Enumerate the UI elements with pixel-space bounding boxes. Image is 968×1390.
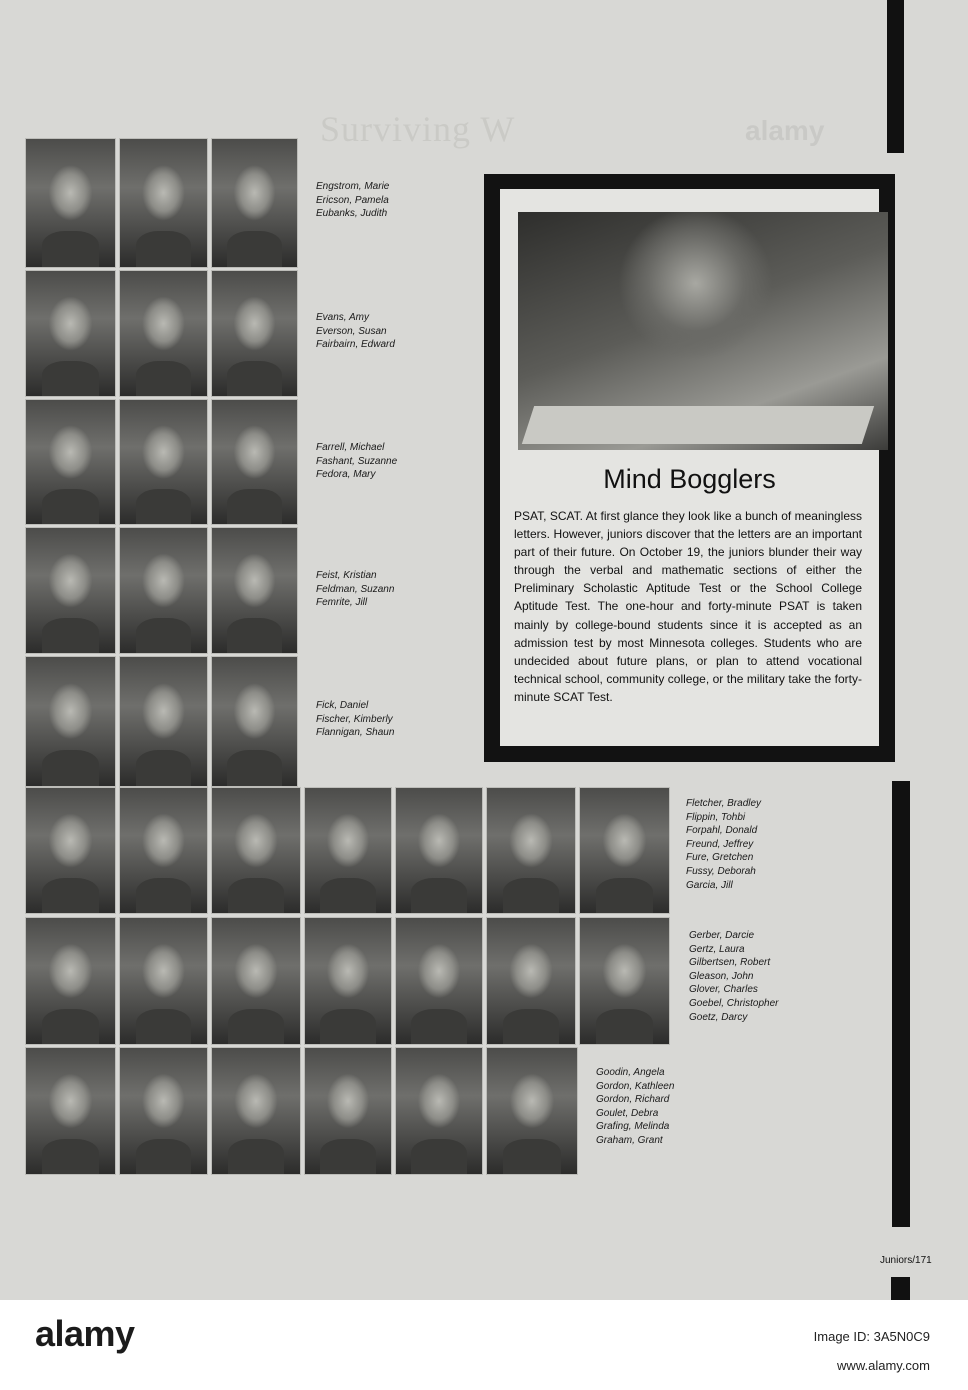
portrait xyxy=(119,656,208,787)
paper-sheets xyxy=(522,406,874,444)
portrait xyxy=(25,527,116,654)
student-name: Femrite, Jill xyxy=(316,597,368,609)
student-name: Gerber, Darcie xyxy=(689,930,755,941)
student-name: Fletcher, Bradley xyxy=(686,798,762,809)
name-list xyxy=(316,699,394,740)
student-name: Goetz, Darcy xyxy=(689,1011,748,1023)
student-name: Fussy, Deborah xyxy=(686,865,756,877)
student-name: Flannigan, Shaun xyxy=(316,727,395,739)
student-name: Feist, Kristian xyxy=(316,570,377,581)
portrait xyxy=(211,527,298,654)
feature-title: Mind Bogglers xyxy=(603,464,776,494)
portrait xyxy=(119,138,208,268)
portrait xyxy=(486,1047,578,1175)
student-name: Fedora, Mary xyxy=(316,469,376,481)
portrait xyxy=(119,787,208,914)
page-folio: Juniors/171 xyxy=(880,1255,932,1266)
student-name: Gordon, Richard xyxy=(596,1094,670,1106)
student-name: Gertz, Laura xyxy=(689,943,745,955)
watermark: alamy xyxy=(745,115,825,146)
student-name: Garcia, Jill xyxy=(686,879,733,891)
portrait xyxy=(25,787,116,914)
stock-footer xyxy=(0,1300,968,1390)
ghost-heading: Surviving W xyxy=(320,109,516,149)
name-list xyxy=(316,180,389,221)
portrait xyxy=(25,656,116,787)
portrait xyxy=(304,1047,392,1175)
alamy-logo: alamy xyxy=(35,1313,135,1354)
portrait xyxy=(211,270,298,397)
portrait xyxy=(25,138,116,268)
site-url: www.alamy.com xyxy=(837,1358,930,1373)
name-list xyxy=(686,797,761,892)
student-name: Forpahl, Donald xyxy=(686,825,758,837)
student-name: Everson, Susan xyxy=(316,325,387,337)
feature-body: PSAT, SCAT. At first glance they look like a bunch of meaningless letters. However, juniors discover that the letters are an important part of their future. On October 19, the juniors blunder their way through the verbal and mathematic sections of either the Preliminary Scholastic Aptitude Test or the School College Aptitude Test. The one-hour and forty-minute PSAT is taken mainly by college-bound students since it is accepted as an admission test by most Minnesota colleges. Students who are undecided about future plans, or plan to attend vocational technical school, community college, or the military take the forty-minute SCAT Test. xyxy=(514,509,862,704)
portrait xyxy=(211,656,298,787)
student-name: Goodin, Angela xyxy=(596,1067,665,1078)
name-list xyxy=(316,311,395,352)
student-name: Engstrom, Marie xyxy=(316,181,390,192)
portrait xyxy=(211,1047,301,1175)
student-name: Eubanks, Judith xyxy=(316,208,388,220)
name-list xyxy=(316,441,397,482)
student-name: Fairbairn, Edward xyxy=(316,339,395,351)
student-name: Fick, Daniel xyxy=(316,700,369,711)
portrait xyxy=(304,787,392,914)
student-name: Graham, Grant xyxy=(596,1134,663,1146)
decorative-bar-right xyxy=(892,781,910,1227)
portrait xyxy=(486,917,576,1045)
student-name: Gleason, John xyxy=(689,970,754,982)
portrait xyxy=(395,787,483,914)
student-name: Glover, Charles xyxy=(689,984,758,996)
student-name: Feldman, Suzann xyxy=(316,583,395,595)
portrait xyxy=(119,270,208,397)
student-name: Ericson, Pamela xyxy=(316,194,389,206)
portrait xyxy=(211,787,301,914)
student-name: Fashant, Suzanne xyxy=(316,455,398,467)
portrait xyxy=(119,527,208,654)
portrait xyxy=(211,138,298,268)
portrait xyxy=(486,787,576,914)
image-id: Image ID: 3A5N0C9 xyxy=(813,1329,930,1344)
student-name: Goebel, Christopher xyxy=(689,997,779,1009)
student-name: Fure, Gretchen xyxy=(686,852,754,864)
feature-photo xyxy=(518,212,888,450)
student-name: Farrell, Michael xyxy=(316,442,385,453)
portrait xyxy=(304,917,392,1045)
portrait xyxy=(395,1047,483,1175)
portrait xyxy=(25,1047,116,1175)
portrait xyxy=(579,787,670,914)
name-list xyxy=(316,569,394,610)
decorative-bar-bottom xyxy=(891,1277,910,1300)
student-name: Freund, Jeffrey xyxy=(686,838,754,850)
name-list xyxy=(689,929,779,1024)
student-name: Flippin, Tohbi xyxy=(686,811,746,823)
portrait xyxy=(119,399,208,525)
student-name: Gordon, Kathleen xyxy=(596,1080,675,1092)
portrait xyxy=(25,917,116,1045)
student-name: Gilbertsen, Robert xyxy=(689,957,771,969)
portrait xyxy=(211,399,298,525)
portrait xyxy=(119,917,208,1045)
portrait xyxy=(579,917,670,1045)
name-list xyxy=(596,1066,674,1148)
student-name: Evans, Amy xyxy=(316,312,369,323)
portrait xyxy=(211,917,301,1045)
portrait xyxy=(25,270,116,397)
portrait xyxy=(395,917,483,1045)
decorative-bar-top xyxy=(887,0,904,153)
portrait xyxy=(25,399,116,525)
student-name: Grafing, Melinda xyxy=(596,1121,670,1133)
student-name: Fischer, Kimberly xyxy=(316,713,393,725)
portrait xyxy=(119,1047,208,1175)
student-name: Goulet, Debra xyxy=(596,1107,659,1119)
